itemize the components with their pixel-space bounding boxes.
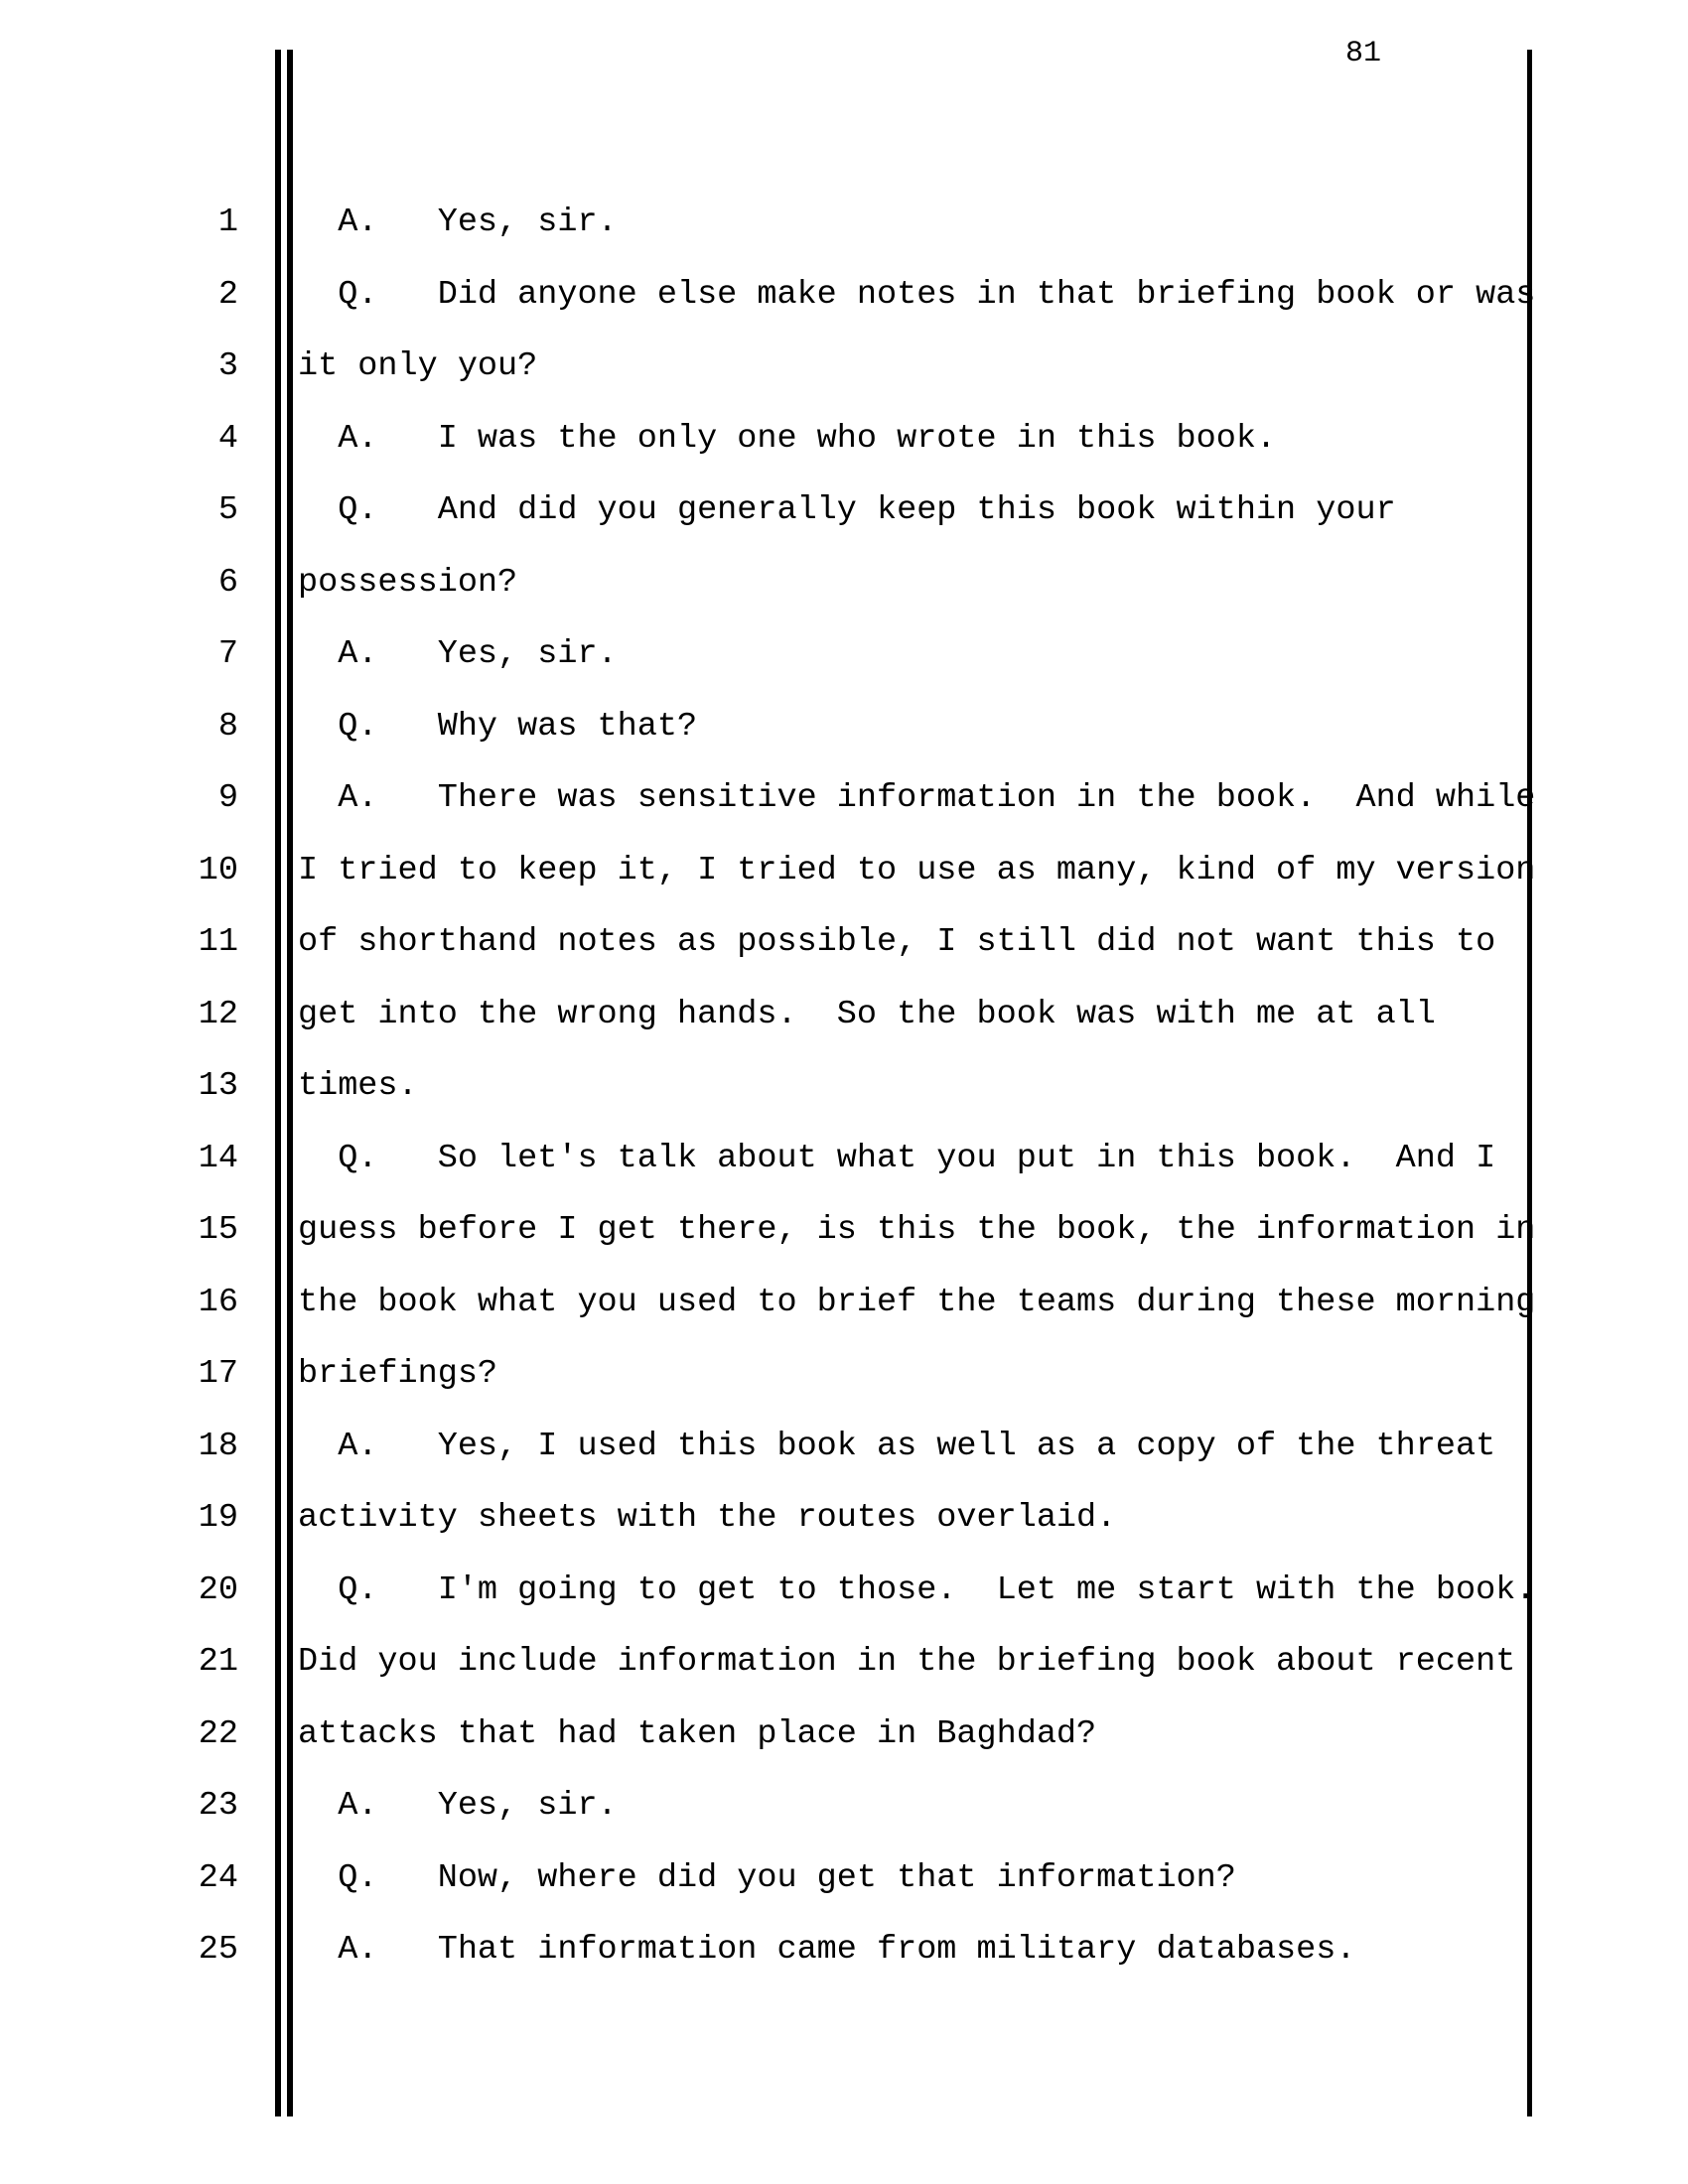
- line-number: 12: [198, 995, 238, 1033]
- line-text: the book what you used to brief the teams during these morning: [298, 1283, 1536, 1321]
- line-text: Q. I'm going to get to those. Let me start with the book.: [298, 1570, 1536, 1609]
- transcript-line: [0, 1570, 1688, 1643]
- line-number: 10: [198, 851, 238, 889]
- line-number: 2: [217, 275, 238, 314]
- transcript-line: [0, 1354, 1688, 1427]
- line-text: briefings?: [298, 1355, 498, 1393]
- transcript-line: [0, 1139, 1688, 1211]
- line-text: it only you?: [298, 347, 538, 385]
- line-number: 19: [198, 1499, 238, 1537]
- transcript-line: [0, 1930, 1688, 2002]
- line-number: 1: [217, 204, 238, 241]
- transcript-line: [0, 563, 1688, 635]
- line-number: 5: [217, 491, 238, 529]
- line-number: 9: [217, 779, 238, 817]
- transcript-line: [0, 634, 1688, 707]
- line-number: 4: [217, 419, 238, 458]
- line-number: 24: [198, 1858, 238, 1897]
- line-number: 8: [217, 707, 238, 746]
- page-number: 81: [1345, 37, 1382, 70]
- line-text: Did you include information in the briefing book about recent: [298, 1643, 1516, 1681]
- transcript-line: [0, 275, 1688, 347]
- line-number: 20: [198, 1570, 238, 1609]
- line-text: A. That information came from military databases.: [298, 1931, 1356, 1969]
- line-text: get into the wrong hands. So the book was with me at all: [298, 995, 1436, 1033]
- transcript-line: [0, 778, 1688, 851]
- line-number: 23: [198, 1787, 238, 1825]
- line-number: 3: [217, 347, 238, 385]
- line-number: 7: [217, 635, 238, 673]
- transcript-line: [0, 1498, 1688, 1570]
- line-number: 6: [217, 563, 238, 602]
- transcript-lines: [0, 203, 1688, 2002]
- line-text: A. Yes, sir.: [298, 1787, 618, 1825]
- line-text: activity sheets with the routes overlaid.: [298, 1499, 1117, 1537]
- line-number: 11: [198, 923, 238, 961]
- transcript-line: [0, 1858, 1688, 1931]
- line-text: I tried to keep it, I tried to use as many, kind of my version: [298, 851, 1536, 889]
- line-text: possession?: [298, 563, 518, 602]
- line-number: 21: [198, 1643, 238, 1681]
- transcript-line: [0, 346, 1688, 419]
- transcript-line: [0, 1283, 1688, 1355]
- line-number: 17: [198, 1355, 238, 1393]
- transcript-line: [0, 1427, 1688, 1499]
- line-number: 25: [198, 1931, 238, 1969]
- transcript-line: [0, 995, 1688, 1067]
- transcript-line: [0, 707, 1688, 779]
- line-text: Q. Now, where did you get that information?: [298, 1858, 1236, 1897]
- transcript-line: [0, 922, 1688, 995]
- transcript-line: [0, 1786, 1688, 1858]
- line-text: Q. And did you generally keep this book within your: [298, 491, 1396, 529]
- line-number: 16: [198, 1283, 238, 1321]
- transcript-line: [0, 490, 1688, 563]
- line-number: 13: [198, 1067, 238, 1105]
- line-text: Q. Did anyone else make notes in that briefing book or was: [298, 275, 1536, 314]
- line-number: 22: [198, 1714, 238, 1753]
- line-number: 18: [198, 1427, 238, 1465]
- transcript-line: [0, 1066, 1688, 1139]
- transcript-line: [0, 203, 1688, 275]
- line-number: 15: [198, 1211, 238, 1249]
- transcript-line: [0, 1714, 1688, 1787]
- transcript-line: [0, 419, 1688, 491]
- line-text: attacks that had taken place in Baghdad?: [298, 1714, 1097, 1753]
- transcript-line: [0, 1642, 1688, 1714]
- line-text: times.: [298, 1067, 418, 1105]
- line-text: A. There was sensitive information in the book. And while: [298, 779, 1536, 817]
- line-text: A. I was the only one who wrote in this book.: [298, 419, 1277, 458]
- line-text: guess before I get there, is this the book, the information in: [298, 1211, 1536, 1249]
- line-number: 14: [198, 1139, 238, 1177]
- line-text: of shorthand notes as possible, I still did not want this to: [298, 923, 1496, 961]
- line-text: A. Yes, I used this book as well as a copy of the threat: [298, 1427, 1496, 1465]
- transcript-line: [0, 851, 1688, 923]
- transcript-line: [0, 1210, 1688, 1283]
- line-text: Q. So let's talk about what you put in this book. And I: [298, 1139, 1496, 1177]
- line-text: A. Yes, sir.: [298, 635, 618, 673]
- line-text: A. Yes, sir.: [298, 204, 618, 241]
- line-text: Q. Why was that?: [298, 707, 698, 746]
